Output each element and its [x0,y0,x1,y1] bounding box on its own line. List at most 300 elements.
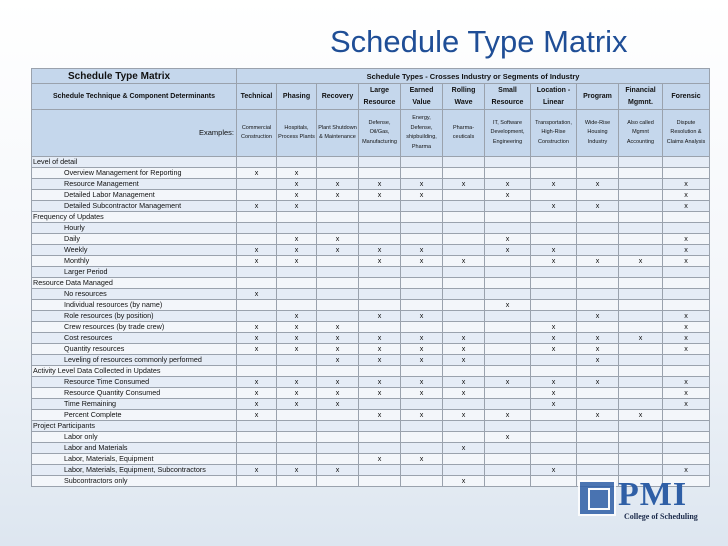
matrix-cell [531,278,577,289]
matrix-cell: x [577,355,619,366]
matrix-cell: x [317,322,359,333]
category-row [32,157,710,168]
matrix-cell: x [237,377,277,388]
matrix-cell [237,366,277,377]
column-example: Hospitals, Process Plants [277,110,317,157]
matrix-cell: x [443,256,485,267]
matrix-cell [237,234,277,245]
column-example: Defense, Oil/Gas, Manufacturing [359,110,401,157]
matrix-cell: x [277,311,317,322]
table-row [32,322,710,333]
matrix-cell [619,366,663,377]
matrix-cell [485,201,531,212]
matrix-cell [619,377,663,388]
matrix-cell [443,454,485,465]
column-header: Phasing [277,84,317,110]
matrix-cell: x [237,465,277,476]
matrix-cell [359,476,401,487]
matrix-cell [619,190,663,201]
matrix-cell [359,322,401,333]
matrix-cell [443,201,485,212]
matrix-cell [401,432,443,443]
matrix-cell [485,399,531,410]
matrix-cell: x [317,234,359,245]
matrix-cell: x [485,410,531,421]
table-row [32,333,710,344]
matrix-cell [359,267,401,278]
matrix-cell [359,399,401,410]
matrix-cell [317,300,359,311]
matrix-cell: x [443,179,485,190]
matrix-cell [317,454,359,465]
row-label: Individual resources (by name) [32,300,237,311]
matrix-cell [443,421,485,432]
matrix-cell: x [237,388,277,399]
matrix-cell [277,212,317,223]
matrix-cell: x [619,410,663,421]
matrix-cell: x [401,377,443,388]
matrix-cell [277,355,317,366]
matrix-cell [317,278,359,289]
matrix-cell: x [443,410,485,421]
matrix-cell [443,157,485,168]
matrix-cell [317,168,359,179]
matrix-cell [577,278,619,289]
matrix-cell: x [237,333,277,344]
matrix-cell [317,289,359,300]
matrix-cell [663,421,710,432]
matrix-cell [401,157,443,168]
matrix-cell: x [237,256,277,267]
matrix-cell: x [317,179,359,190]
matrix-cell [317,212,359,223]
matrix-cell [401,201,443,212]
matrix-cell [237,311,277,322]
matrix-cell [443,212,485,223]
matrix-cell: x [277,388,317,399]
matrix-cell [531,355,577,366]
matrix-cell: x [317,388,359,399]
column-header: Recovery [317,84,359,110]
table-row [32,344,710,355]
category-label: Level of detail [32,157,237,168]
matrix-cell [317,201,359,212]
matrix-cell: x [359,190,401,201]
table-row [32,410,710,421]
matrix-cell [485,344,531,355]
matrix-cell: x [317,344,359,355]
matrix-cell [531,223,577,234]
matrix-cell: x [401,245,443,256]
matrix-cell [577,190,619,201]
matrix-cell: x [443,344,485,355]
column-example: Also called Mgmnt Accounting [619,110,663,157]
matrix-cell [485,322,531,333]
matrix-cell [663,355,710,366]
matrix-cell [401,322,443,333]
matrix-cell [619,388,663,399]
matrix-cell [619,223,663,234]
matrix-cell [401,465,443,476]
matrix-cell: x [663,399,710,410]
table-row [32,179,710,190]
matrix-cell [577,168,619,179]
matrix-cell [401,399,443,410]
table-row [32,355,710,366]
matrix-cell: x [577,179,619,190]
matrix-cell [359,223,401,234]
pmi-college-of-scheduling-logo [578,474,718,526]
matrix-cell [577,289,619,300]
matrix-cell [359,278,401,289]
matrix-cell: x [531,344,577,355]
matrix-cell: x [663,311,710,322]
table-row [32,223,710,234]
matrix-cell [577,454,619,465]
matrix-cell [619,443,663,454]
category-label: Resource Data Managed [32,278,237,289]
matrix-cell [577,399,619,410]
row-label: Daily [32,234,237,245]
matrix-cell: x [663,201,710,212]
matrix-cell: x [443,377,485,388]
matrix-cell: x [663,245,710,256]
matrix-cell [277,300,317,311]
matrix-cell [237,432,277,443]
matrix-cell: x [359,388,401,399]
column-header: Technical [237,84,277,110]
matrix-cell [359,234,401,245]
matrix-cell [619,311,663,322]
table-row [32,234,710,245]
matrix-cell [237,443,277,454]
matrix-cell [619,267,663,278]
matrix-cell [317,432,359,443]
matrix-cell [663,212,710,223]
matrix-cell [619,278,663,289]
matrix-cell [577,245,619,256]
matrix-cell [577,234,619,245]
matrix-cell: x [401,256,443,267]
matrix-cell [663,168,710,179]
matrix-cell [237,179,277,190]
matrix-cell: x [401,333,443,344]
row-label: No resources [32,289,237,300]
logo-emblem-icon [578,480,616,516]
matrix-cell [663,410,710,421]
matrix-cell: x [317,399,359,410]
matrix-cell [359,289,401,300]
matrix-cell: x [317,465,359,476]
matrix-cell [317,476,359,487]
matrix-cell: x [317,355,359,366]
matrix-cell [531,443,577,454]
matrix-cell [531,421,577,432]
matrix-cell [237,421,277,432]
matrix-cell: x [663,333,710,344]
matrix-cell: x [237,322,277,333]
matrix-cell: x [237,410,277,421]
matrix-cell: x [277,333,317,344]
row-label: Larger Period [32,267,237,278]
matrix-cell [443,322,485,333]
matrix-cell [401,366,443,377]
matrix-cell [277,267,317,278]
matrix-cell [359,443,401,454]
matrix-cell [485,465,531,476]
matrix-cell [577,300,619,311]
matrix-cell [485,421,531,432]
column-example: Commercial Construction [237,110,277,157]
matrix-cell: x [619,256,663,267]
matrix-cell: x [401,355,443,366]
matrix-cell: x [663,190,710,201]
matrix-cell [663,267,710,278]
table-row [32,377,710,388]
matrix-cell [619,234,663,245]
matrix-cell: x [531,322,577,333]
table-row [32,454,710,465]
row-label: Role resources (by position) [32,311,237,322]
matrix-cell [237,223,277,234]
matrix-cell [237,157,277,168]
matrix-cell [443,223,485,234]
matrix-cell [485,311,531,322]
matrix-cell: x [277,344,317,355]
matrix-cell [619,201,663,212]
matrix-cell [277,454,317,465]
matrix-cell: x [485,234,531,245]
column-example: Energy, Defense, shipbuilding, Pharma [401,110,443,157]
matrix-cell: x [317,245,359,256]
matrix-cell [577,366,619,377]
table-row [32,443,710,454]
matrix-cell [277,278,317,289]
matrix-cell [485,443,531,454]
matrix-cell: x [359,311,401,322]
matrix-cell: x [577,410,619,421]
matrix-cell [277,443,317,454]
matrix-cell [577,157,619,168]
matrix-cell [663,223,710,234]
column-header: Program [577,84,619,110]
matrix-cell: x [277,179,317,190]
matrix-cell [485,223,531,234]
matrix-cell [619,179,663,190]
matrix-cell [577,388,619,399]
matrix-cell: x [401,190,443,201]
matrix-cell [277,289,317,300]
row-label: Monthly [32,256,237,267]
matrix-cell: x [359,256,401,267]
matrix-cell [317,410,359,421]
matrix-title: Schedule Type Matrix [32,69,237,84]
matrix-cell [663,157,710,168]
matrix-cell [359,366,401,377]
table-row [32,432,710,443]
matrix-cell [443,366,485,377]
matrix-cell: x [531,465,577,476]
matrix-cell [359,465,401,476]
matrix-cell: x [359,333,401,344]
matrix-cell [485,289,531,300]
matrix-cell: x [663,377,710,388]
matrix-cell: x [577,377,619,388]
matrix-cell [401,234,443,245]
logo-subtitle: College of Scheduling [624,512,698,521]
row-label: Crew resources (by trade crew) [32,322,237,333]
row-label: Percent Complete [32,410,237,421]
matrix-cell: x [277,256,317,267]
matrix-cell [401,168,443,179]
matrix-cell: x [401,311,443,322]
matrix-cell [401,476,443,487]
matrix-cell: x [531,377,577,388]
table-row [32,289,710,300]
category-row [32,278,710,289]
matrix-cell: x [443,333,485,344]
matrix-cell [443,289,485,300]
matrix-cell [619,421,663,432]
table-row [32,168,710,179]
matrix-cell: x [401,179,443,190]
matrix-cell [577,421,619,432]
logo-text: PMI [618,476,688,513]
matrix-cell: x [401,410,443,421]
matrix-cell: x [619,333,663,344]
matrix-cell: x [663,465,710,476]
matrix-cell: x [485,245,531,256]
row-label: Labor only [32,432,237,443]
matrix-cell [277,432,317,443]
matrix-cell: x [277,190,317,201]
matrix-cell [359,168,401,179]
matrix-cell [317,223,359,234]
slide-title: Schedule Type Matrix [330,24,628,59]
column-example: Dispute Resolution & Claims Analysis [663,110,710,157]
matrix-cell [577,432,619,443]
matrix-cell [401,300,443,311]
row-label: Overview Management for Reporting [32,168,237,179]
row-label: Leveling of resources commonly performed [32,355,237,366]
table-row [32,388,710,399]
matrix-cell: x [277,322,317,333]
matrix-cell: x [663,234,710,245]
matrix-cell: x [277,201,317,212]
matrix-cell [443,245,485,256]
matrix-cell [485,454,531,465]
row-label: Detailed Labor Management [32,190,237,201]
matrix-cell: x [663,322,710,333]
matrix-cell [359,212,401,223]
matrix-cell: x [237,168,277,179]
matrix-cell [237,267,277,278]
row-label: Cost resources [32,333,237,344]
matrix-cell: x [277,234,317,245]
matrix-cell [619,454,663,465]
matrix-cell: x [401,388,443,399]
matrix-cell [619,300,663,311]
matrix-cell: x [485,432,531,443]
matrix-cell [401,212,443,223]
column-header: Financial Mgmnt. [619,84,663,110]
matrix-cell [531,476,577,487]
row-label: Resource Time Consumed [32,377,237,388]
matrix-cell [531,212,577,223]
matrix-cell [401,223,443,234]
category-label: Frequency of Updates [32,212,237,223]
row-label: Detailed Subcontractor Management [32,201,237,212]
matrix-cell [277,223,317,234]
matrix-cell [531,410,577,421]
matrix-cell [619,168,663,179]
matrix-cell [531,157,577,168]
matrix-cell: x [577,256,619,267]
matrix-cell: x [663,256,710,267]
matrix-cell: x [359,245,401,256]
matrix-cell [443,465,485,476]
matrix-cell [619,344,663,355]
matrix-cell [577,443,619,454]
matrix-cell [237,300,277,311]
matrix-cell [531,267,577,278]
row-label: Quantity resources [32,344,237,355]
table-row [32,300,710,311]
matrix-cell [443,399,485,410]
column-header: Small Resource [485,84,531,110]
matrix-cell: x [317,333,359,344]
matrix-cell [237,212,277,223]
matrix-cell [485,366,531,377]
matrix-cell [317,421,359,432]
matrix-cell [277,157,317,168]
matrix-cell: x [317,190,359,201]
matrix-cell [663,432,710,443]
matrix-cell: x [277,377,317,388]
matrix-cell [277,410,317,421]
matrix-cell [401,278,443,289]
matrix-cell [401,289,443,300]
matrix-cell: x [531,333,577,344]
matrix-cell [619,322,663,333]
matrix-cell: x [277,245,317,256]
matrix-cell [485,333,531,344]
row-label: Weekly [32,245,237,256]
matrix-cell: x [443,443,485,454]
matrix-cell [663,366,710,377]
matrix-cell: x [359,377,401,388]
row-label: Time Remaining [32,399,237,410]
category-row [32,366,710,377]
row-label: Labor, Materials, Equipment, Subcontractors [32,465,237,476]
matrix-cell [443,168,485,179]
matrix-cell [485,355,531,366]
matrix-cell [443,311,485,322]
matrix-cell [277,366,317,377]
matrix-cell [663,300,710,311]
matrix-cell [359,300,401,311]
category-row [32,212,710,223]
table-row [32,245,710,256]
matrix-cell: x [663,179,710,190]
matrix-cell [237,278,277,289]
row-label: Labor, Materials, Equipment [32,454,237,465]
matrix-cell: x [577,201,619,212]
matrix-cell: x [443,388,485,399]
category-label: Activity Level Data Collected in Updates [32,366,237,377]
matrix-cell [317,267,359,278]
matrix-cell: x [485,179,531,190]
